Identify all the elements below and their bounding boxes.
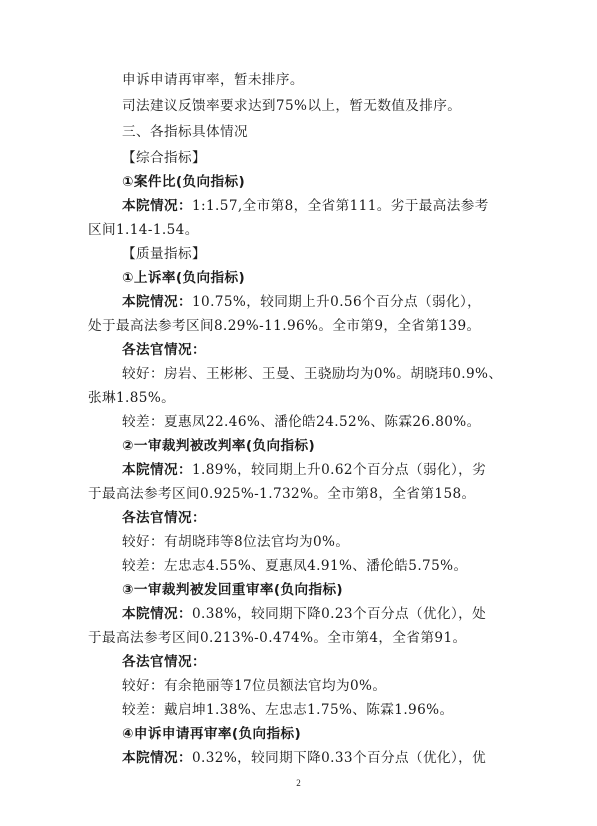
- text-line: 较好：有余艳丽等17位员额法官均为0%。: [122, 678, 387, 694]
- text-line: 司法建议反馈率要求达到75%以上，暂无数值及排序。: [122, 98, 462, 114]
- category-heading: 【综合指标】: [122, 150, 206, 166]
- page-number: 2: [296, 778, 301, 788]
- text-line: 于最高法参考区间0.213%-0.474%。全市第4，全省第91。: [88, 630, 467, 646]
- text-line: 较差：夏惠凤22.46%、潘伦皓24.52%、陈霖26.80%。: [122, 414, 481, 430]
- indicator-heading: ③一审裁判被发回重审率(负向指标): [122, 582, 344, 598]
- court-status-line: 本院情况：0.38%，较同期下降0.23个百分点（优化），处: [122, 606, 487, 622]
- text-line: 张琳1.85%。: [88, 390, 176, 406]
- judges-heading: 各法官情况：: [122, 510, 206, 526]
- text-line: 较好：有胡晓玮等8位法官均为0%。: [122, 534, 350, 550]
- section-heading: 三、各指标具体情况: [122, 124, 248, 140]
- indicator-heading: ②一审裁判被改判率(负向指标): [122, 438, 316, 454]
- court-status-line: 本院情况：1:1.57,全市第8，全省第111。劣于最高法参考: [122, 198, 489, 214]
- text-line: 于最高法参考区间0.925%-1.732%。全市第8，全省第158。: [88, 486, 476, 502]
- text-line: 较差：左忠志4.55%、夏惠凤4.91%、潘伦皓5.75%。: [122, 558, 468, 574]
- indicator-heading: ①案件比(负向指标): [122, 174, 246, 190]
- text-line: 处于最高法参考区间8.29%-11.96%。全市第9，全省第139。: [88, 318, 481, 334]
- court-status-line: 本院情况：0.32%，较同期下降0.33个百分点（优化），优: [122, 750, 487, 766]
- judges-heading: 各法官情况：: [122, 342, 206, 358]
- indicator-heading: ①上诉率(负向指标): [122, 270, 246, 286]
- category-heading: 【质量指标】: [122, 246, 206, 262]
- text-line: 较差：戴启坤1.38%、左忠志1.75%、陈霖1.96%。: [122, 702, 454, 718]
- judges-heading: 各法官情况：: [122, 654, 206, 670]
- text-line: 较好：房岩、王彬彬、王曼、王骁励均为0%。胡晓玮0.9%、: [122, 366, 503, 382]
- text-line: 区间1.14-1.54。: [88, 222, 199, 238]
- indicator-heading: ④申诉申请再审率(负向指标): [122, 726, 302, 742]
- court-status-line: 本院情况：1.89%，较同期上升0.62个百分点（弱化），劣: [122, 462, 487, 478]
- text-line: 申诉申请再审率，暂未排序。: [122, 72, 304, 88]
- court-status-line: 本院情况：10.75%，较同期上升0.56个百分点（弱化），: [122, 294, 482, 310]
